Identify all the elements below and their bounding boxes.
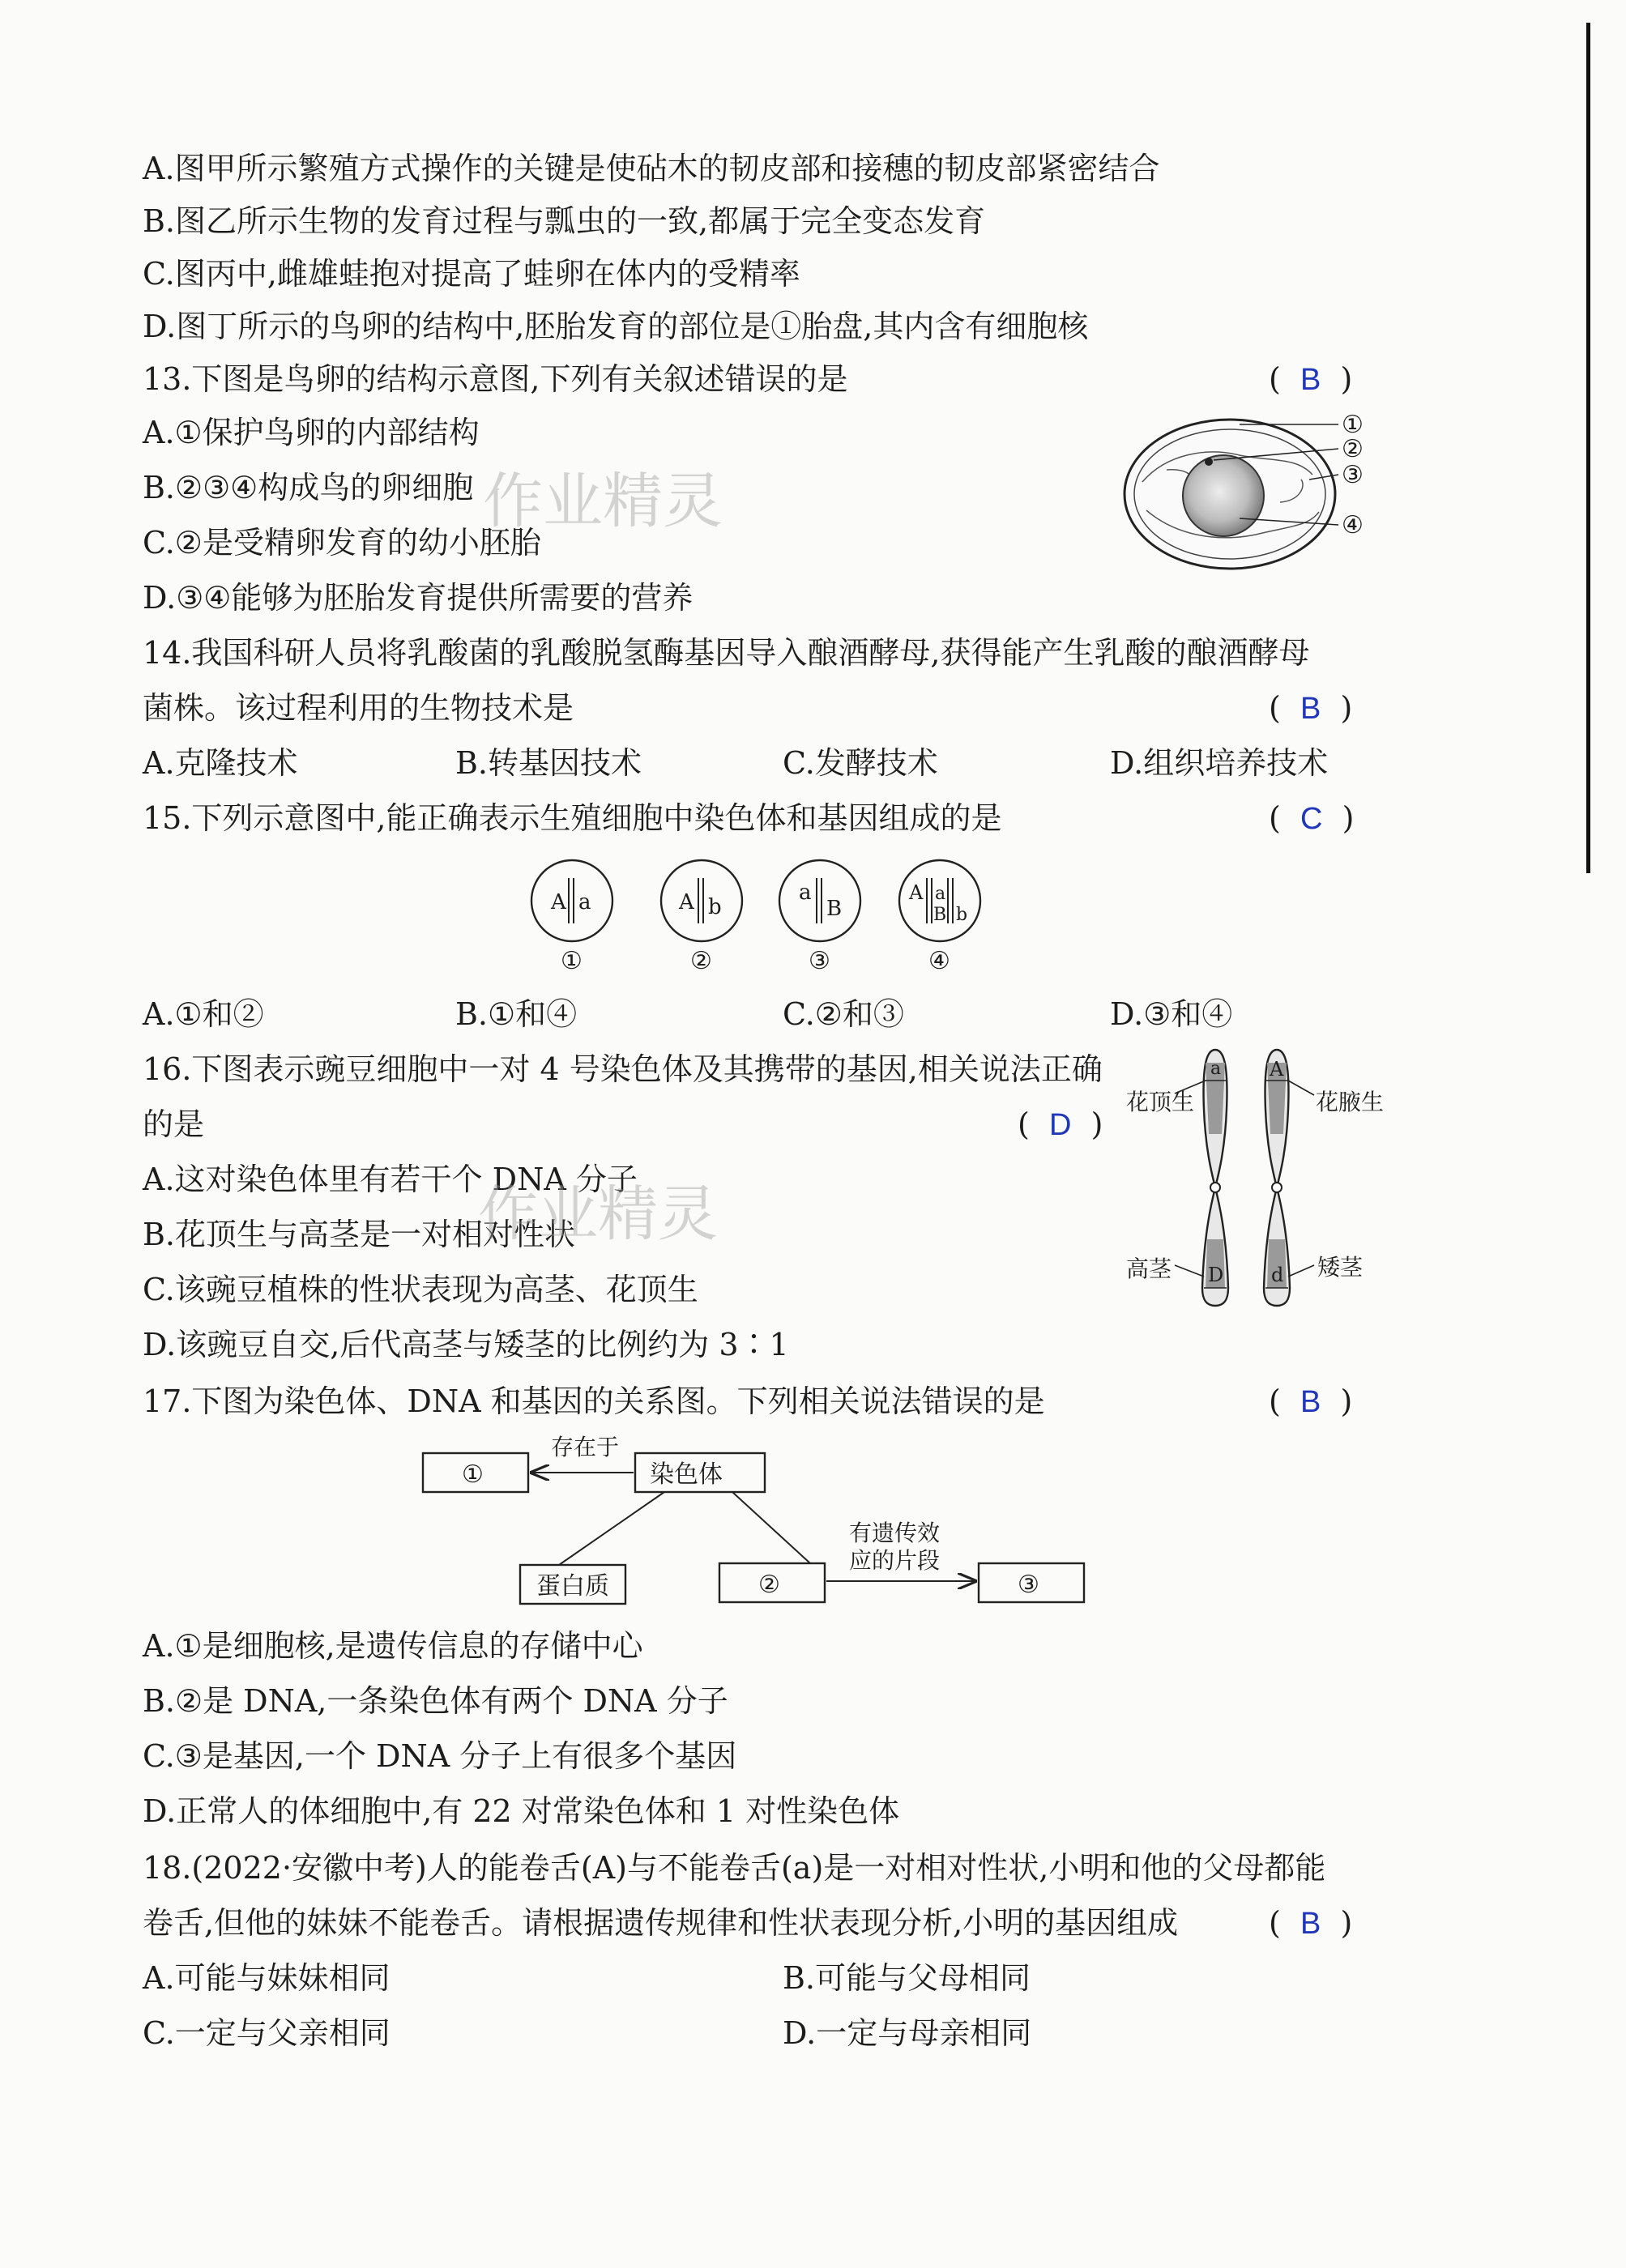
q14-stem-line1: 14.我国科研人员将乳酸菌的乳酸脱氢酶基因导入酿酒酵母,获得能产生乳酸的酿酒酵母 — [143, 635, 1310, 671]
q14-answer: B — [1300, 692, 1321, 726]
q14-option-c: C.发酵技术 — [783, 745, 938, 781]
cell-1-gene-2: a — [578, 890, 591, 914]
egg-label-4: ④ — [1342, 511, 1364, 539]
label-tall-stem: 高茎 — [1126, 1256, 1172, 1282]
q14-answer-bracket: ( B ) — [1269, 690, 1353, 726]
q17-answer: B — [1300, 1385, 1321, 1419]
page-edge-rule — [1586, 23, 1590, 873]
q16-stem-line2: 的是 — [143, 1106, 205, 1142]
q13-option-b: B.②③④构成鸟的卵细胞 — [143, 470, 474, 505]
q18-stem-line2: 卷舌,但他的妹妹不能卷舌。请根据遗传规律和性状表现分析,小明的基因组成 — [143, 1905, 1179, 1941]
cell-4-gene-3: B — [933, 905, 947, 925]
cell-1-number: ① — [561, 947, 583, 975]
q18-answer-bracket: ( B ) — [1269, 1905, 1353, 1941]
q16-stem-line1: 16.下图表示豌豆细胞中一对 4 号染色体及其携带的基因,相关说法正确 — [143, 1051, 1103, 1087]
egg-label-1: ① — [1342, 411, 1364, 439]
chromosome-dna-gene-diagram — [421, 1434, 1094, 1609]
q15-stem: 15.下列示意图中,能正确表示生殖细胞中染色体和基因组成的是 — [143, 800, 1002, 836]
q13-option-d: D.③④能够为胚胎发育提供所需要的营养 — [143, 580, 694, 616]
cell-4-gene-1: A — [909, 881, 924, 904]
egg-germinal-disc — [1205, 458, 1213, 466]
label-short-stem: 矮茎 — [1317, 1254, 1364, 1281]
q17-stem: 17.下图为染色体、DNA 和基因的关系图。下列相关说法错误的是 — [143, 1383, 1045, 1419]
egg-structure-diagram — [1118, 405, 1385, 583]
q16-answer-bracket: ( D ) — [1018, 1106, 1103, 1142]
cell-3-gene-2: B — [826, 897, 843, 921]
q16-answer: D — [1048, 1108, 1072, 1142]
cell-2-number: ② — [690, 947, 712, 975]
q13-option-a: A.①保护鸟卵的内部结构 — [143, 415, 480, 450]
q16-option-b: B.花顶生与高茎是一对相对性状 — [143, 1217, 576, 1252]
box-protein-label: 蛋白质 — [536, 1572, 609, 1601]
cell-4-gene-4: b — [956, 905, 968, 925]
label-segment-2: 应的片段 — [849, 1547, 941, 1574]
label-flower-top: 花顶生 — [1126, 1089, 1195, 1115]
q13-option-c: C.②是受精卵发育的幼小胚胎 — [143, 525, 541, 561]
cell-4-gene-2: a — [935, 884, 946, 904]
q13-answer-bracket: ( B ) — [1269, 361, 1353, 397]
cell-1-gene-1: A — [551, 890, 566, 914]
egg-yolk — [1183, 455, 1264, 536]
q18-option-c: C.一定与父亲相同 — [143, 2015, 390, 2051]
q15-option-b: B.①和④ — [455, 996, 578, 1032]
gene-bottom-right: d — [1271, 1264, 1284, 1286]
q14-option-d: D.组织培养技术 — [1110, 745, 1329, 781]
q13-stem: 13.下图是鸟卵的结构示意图,下列有关叙述错误的是 — [143, 361, 848, 397]
gene-bottom-left: D — [1208, 1264, 1224, 1286]
q18-option-b: B.可能与父母相同 — [783, 1960, 1031, 1996]
q17-option-b: B.②是 DNA,一条染色体有两个 DNA 分子 — [143, 1683, 728, 1719]
q16-option-c: C.该豌豆植株的性状表现为高茎、花顶生 — [143, 1272, 698, 1307]
box-1-label: ① — [462, 1460, 484, 1489]
cell-1 — [531, 860, 612, 941]
egg-label-2: ② — [1342, 435, 1364, 463]
box-chromosome-label: 染色体 — [650, 1460, 723, 1489]
q14-stem-line2: 菌株。该过程利用的生物技术是 — [143, 690, 574, 726]
q12-option-a: A.图甲所示繁殖方式操作的关键是使砧木的韧皮部和接穗的韧皮部紧密结合 — [143, 151, 1160, 186]
q15-cell-diagram — [519, 855, 1005, 977]
cell-3 — [779, 860, 860, 941]
q16-option-a: A.这对染色体里有若干个 DNA 分子 — [143, 1162, 638, 1197]
q12-option-b: B.图乙所示生物的发育过程与瓢虫的一致,都属于完全变态发育 — [143, 203, 986, 239]
label-segment-1: 有遗传效 — [849, 1520, 941, 1546]
q18-option-a: A.可能与妹妹相同 — [143, 1960, 390, 1996]
q17-option-d: D.正常人的体细胞中,有 22 对常染色体和 1 对性染色体 — [143, 1793, 900, 1829]
q18-stem-line1: 18.(2022·安徽中考)人的能卷舌(A)与不能卷舌(a)是一对相对性状,小明和他的父母都能 — [143, 1850, 1326, 1886]
gene-top-left: a — [1210, 1059, 1222, 1079]
q14-option-b: B.转基因技术 — [455, 745, 642, 781]
gene-top-right: A — [1270, 1058, 1284, 1081]
q13-answer: B — [1300, 363, 1321, 397]
q12-option-d: D.图丁所示的鸟卵的结构中,胚胎发育的部位是①胎盘,其内含有细胞核 — [143, 309, 1089, 344]
q15-option-d: D.③和④ — [1110, 996, 1233, 1032]
q15-answer-bracket: ( C ) — [1269, 800, 1355, 836]
egg-label-3: ③ — [1342, 461, 1364, 489]
label-exists-in: 存在于 — [551, 1434, 620, 1460]
q15-option-a: A.①和② — [143, 996, 264, 1032]
label-flower-axil: 花腋生 — [1316, 1089, 1385, 1115]
q12-option-c: C.图丙中,雌雄蛙抱对提高了蛙卵在体内的受精率 — [143, 256, 800, 292]
q17-option-a: A.①是细胞核,是遗传信息的存储中心 — [143, 1628, 643, 1664]
q18-option-d: D.一定与母亲相同 — [783, 2015, 1032, 2051]
cell-4-number: ④ — [928, 947, 950, 975]
q15-answer: C — [1300, 802, 1323, 836]
q18-answer: B — [1300, 1907, 1321, 1941]
watermark-2: 作业精灵 — [478, 1179, 718, 1249]
cell-2-gene-1: A — [679, 890, 694, 914]
q17-answer-bracket: ( B ) — [1269, 1383, 1353, 1419]
q16-option-d: D.该豌豆自交,后代高茎与矮茎的比例约为 3∶1 — [143, 1327, 789, 1362]
chromosome-pair-diagram — [1126, 1045, 1393, 1312]
q17-option-c: C.③是基因,一个 DNA 分子上有很多个基因 — [143, 1738, 737, 1774]
cell-2-gene-2: b — [708, 895, 722, 919]
watermark: 作业精灵 — [483, 467, 723, 536]
cell-2 — [661, 860, 742, 941]
cell-3-number: ③ — [809, 947, 830, 975]
box-2-label: ② — [758, 1571, 780, 1599]
cell-3-gene-1: a — [799, 880, 812, 905]
q15-option-c: C.②和③ — [783, 996, 904, 1032]
q14-option-a: A.克隆技术 — [143, 745, 298, 781]
box-3-label: ③ — [1018, 1571, 1039, 1599]
